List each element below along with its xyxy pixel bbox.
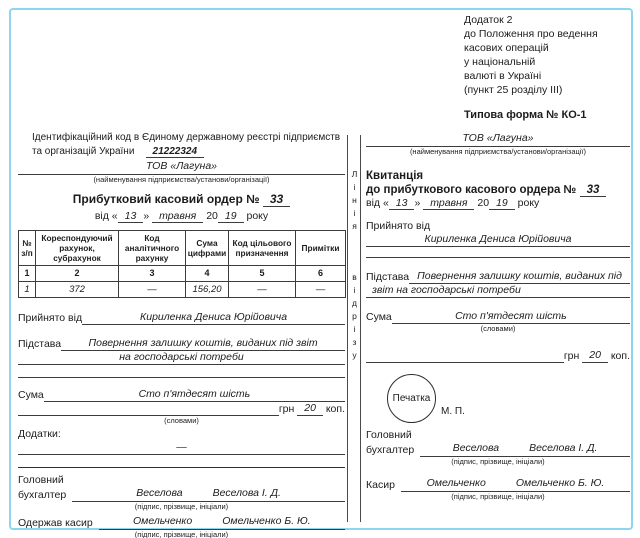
- cell-analytic-code: —: [119, 282, 186, 298]
- cash-order-section: [18, 131, 345, 538]
- receipt-chief-label1: Головний: [366, 429, 412, 441]
- date-text: »: [414, 197, 424, 209]
- stamp-text: Печатка: [392, 393, 431, 404]
- receipt-chief-signature: Веселова: [452, 442, 500, 454]
- order-date: [18, 210, 345, 223]
- date-text: від «: [366, 197, 389, 209]
- accounts-table: [18, 230, 346, 298]
- receipt-basis-row: [366, 270, 630, 284]
- col-header: № з/п: [19, 231, 36, 266]
- signature-caption: (підпис, прізвище, ініціали): [451, 492, 545, 501]
- signature-caption: (підпис, прізвище, ініціали): [134, 530, 229, 538]
- basis-value-line1: Повернення залишку коштів, виданих під звіт: [61, 337, 345, 351]
- edrpou-line2: [18, 145, 345, 158]
- received-from-value: Кириленка Дениса Юрійовича: [82, 311, 345, 325]
- date-text: 20: [203, 210, 218, 222]
- basis-label: Підстава: [18, 338, 62, 350]
- edrpou-caption-line1: Ідентифікаційний код в Єдиному державному реєстрі підприємств: [32, 132, 341, 143]
- receipt-hrn-label: грн: [563, 350, 580, 362]
- chief-signature-line: [72, 487, 345, 502]
- basis-row: [18, 337, 345, 351]
- attachments-label: Додатки:: [18, 428, 61, 440]
- col-number: 6: [296, 266, 346, 282]
- col-header: Примітки: [296, 231, 346, 266]
- cut-line-word1: Лінія: [349, 169, 360, 234]
- col-number: 1: [19, 266, 36, 282]
- receipt-hrn-row: [366, 349, 630, 363]
- col-number: 5: [229, 266, 296, 282]
- note-line: валюті в Україні: [464, 70, 542, 82]
- cell-purpose-code: —: [229, 282, 296, 298]
- date-day: 13: [118, 210, 144, 223]
- blank-fill-line: [18, 403, 279, 416]
- signature-caption: (підпис, прізвище, ініціали): [134, 502, 229, 511]
- receipt-words-caption: (словами): [480, 324, 516, 333]
- receipt-subtitle: [366, 183, 630, 197]
- date-text: року: [243, 210, 269, 222]
- basis-value-line2: на господарські потреби: [18, 351, 345, 365]
- receipt-section: [366, 130, 630, 501]
- date-text: року: [514, 197, 540, 209]
- cashier-row: [18, 515, 345, 530]
- blank-fill-line: [366, 247, 630, 258]
- cashier-signature: Омельченко: [133, 515, 193, 527]
- cell-sum-figures: 156,20: [186, 282, 229, 298]
- note-line: касових операцій: [464, 42, 549, 54]
- note-line: до Положення про ведення: [464, 28, 598, 40]
- sum-label: Сума: [18, 389, 44, 401]
- receipt-chief-row: [366, 442, 630, 457]
- note-line: (пункт 25 розділу III): [464, 84, 563, 96]
- edrpou-caption-line2: та організацій України: [32, 146, 135, 157]
- receipt-cashier-signature: Омельченко: [426, 477, 486, 489]
- chief-name: Веселова І. Д.: [212, 487, 281, 499]
- section-separator: [18, 467, 345, 468]
- company-name: ТОВ «Лагуна»: [18, 160, 345, 175]
- receipt-company-name: ТОВ «Лагуна»: [366, 132, 630, 147]
- receipt-sum-row: [366, 310, 630, 324]
- cashier-name: Омельченко Б. Ю.: [222, 515, 311, 527]
- words-caption: (словами): [164, 416, 199, 425]
- cashier-label: Одержав касир: [18, 517, 93, 529]
- col-number: 4: [186, 266, 229, 282]
- company-caption: (найменування підприємства/установи/організації): [93, 175, 270, 184]
- receipt-sum-words: Сто п'ятдесят шість: [392, 310, 630, 324]
- kop-value: 20: [297, 402, 323, 416]
- date-text: від «: [94, 210, 118, 222]
- receipt-chief-signature-line: [420, 442, 630, 457]
- form-type-label: Типова форма № КО-1: [464, 109, 587, 121]
- sum-row: [18, 388, 345, 402]
- receipt-basis-line2: звіт на господарські потреби: [366, 284, 630, 298]
- col-header: Кореспондуючий рахунок, субрахунок: [36, 231, 119, 266]
- date-month: травня: [152, 210, 203, 223]
- stamp-mp-label: М. П.: [441, 406, 465, 417]
- col-header: Сума цифрами: [186, 231, 229, 266]
- chief-accountant-label2: бухгалтер: [18, 489, 67, 501]
- receipt-basis-line1: Повернення залишку коштів, виданих під: [409, 270, 630, 284]
- receipt-subtitle-text: до прибуткового касового ордера №: [366, 184, 577, 196]
- receipt-basis-label: Підстава: [366, 271, 410, 283]
- stamp-area: [366, 371, 630, 423]
- receipt-received-from-label: Прийнято від: [366, 220, 431, 232]
- order-number: 33: [263, 192, 290, 207]
- receipt-cashier-row: [366, 477, 630, 492]
- stamp-circle: [387, 374, 436, 423]
- receipt-kop-label: коп.: [610, 350, 630, 362]
- note-line: Додаток 2: [464, 14, 513, 26]
- receipt-chief-name: Веселова І. Д.: [529, 442, 598, 454]
- receipt-cashier-signature-line: [401, 477, 630, 492]
- cell-notes: —: [296, 282, 346, 298]
- edrpou-code: 21222324: [146, 146, 205, 158]
- date-text: 20: [474, 197, 490, 209]
- receipt-kop-value: 20: [582, 349, 608, 363]
- date-year: 19: [218, 210, 244, 223]
- regulatory-note: [464, 13, 632, 122]
- col-number: 3: [119, 266, 186, 282]
- chief-signature: Веселова: [136, 487, 183, 499]
- order-title: [18, 193, 345, 206]
- received-from-row: [18, 311, 345, 325]
- date-month: травня: [423, 197, 474, 210]
- receipt-sum-label: Сума: [366, 311, 392, 323]
- date-day: 13: [389, 197, 415, 210]
- blank-fill-line: [18, 365, 345, 378]
- receipt-cashier-name: Омельченко Б. Ю.: [515, 477, 605, 489]
- receipt-date: [366, 197, 630, 210]
- col-number: 2: [36, 266, 119, 282]
- receipt-cashier-label: Касир: [366, 479, 395, 491]
- kop-label: коп.: [325, 403, 345, 415]
- table-header-row: [19, 231, 346, 266]
- sum-words-value: Сто п'ятдесят шість: [44, 388, 345, 402]
- col-header: Код аналітичного рахунку: [119, 231, 186, 266]
- blank-fill-line: [366, 350, 564, 363]
- attachments-value: —: [18, 441, 345, 455]
- cell-account: 372: [36, 282, 119, 298]
- receipt-received-from-value: Кириленка Дениса Юрійовича: [366, 233, 630, 247]
- table-colnum-row: [19, 266, 346, 282]
- col-header: Код цільового призначення: [229, 231, 296, 266]
- signature-caption: (підпис, прізвище, ініціали): [451, 457, 545, 466]
- table-row: [19, 282, 346, 298]
- cell-row-no: 1: [19, 282, 36, 298]
- receipt-company-caption: (найменування підприємства/установи/організації): [409, 147, 587, 156]
- hrn-row: [18, 402, 345, 416]
- order-title-text: Прибутковий касовий ордер №: [72, 192, 260, 206]
- date-year: 19: [489, 197, 515, 210]
- chief-accountant-row: [18, 487, 345, 502]
- note-line: у національній: [464, 56, 536, 68]
- cut-line-word2: відрізу: [349, 272, 360, 363]
- hrn-label: грн: [278, 403, 295, 415]
- date-text: »: [143, 210, 153, 222]
- receipt-title: Квитанція: [366, 170, 424, 182]
- chief-accountant-label1: Головний: [18, 474, 64, 486]
- receipt-chief-label2: бухгалтер: [366, 444, 415, 456]
- receipt-order-number: 33: [580, 184, 607, 197]
- cut-line: [347, 135, 361, 522]
- cashier-signature-line: [99, 515, 345, 530]
- received-from-label: Прийнято від: [18, 312, 83, 324]
